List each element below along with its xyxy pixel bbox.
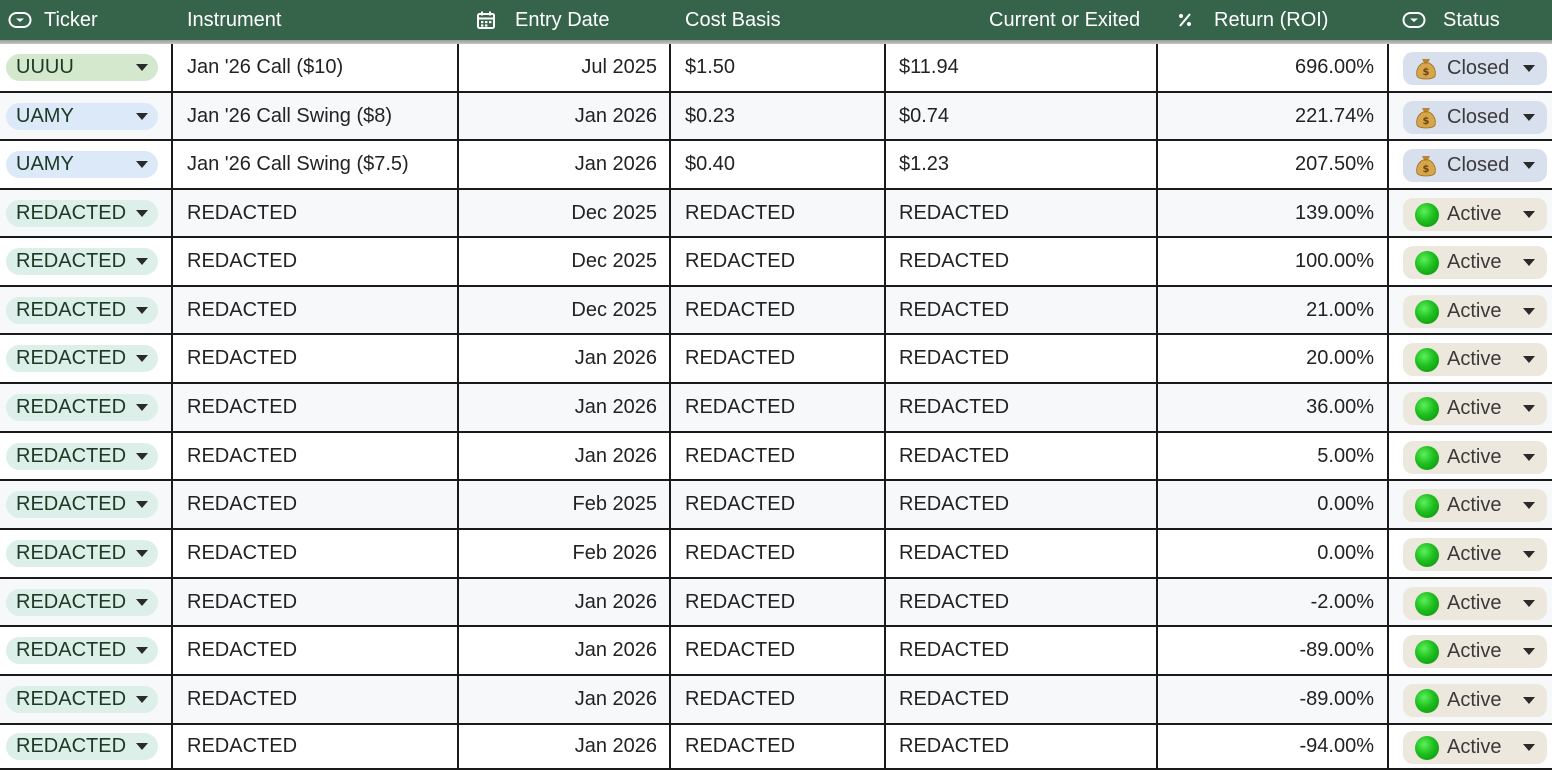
cost-basis-value: $0.40 bbox=[685, 153, 736, 175]
current-value: $1.23 bbox=[899, 153, 950, 175]
table-row bbox=[0, 93, 1552, 141]
current-value: REDACTED bbox=[899, 688, 1010, 710]
percent-icon bbox=[1176, 11, 1194, 29]
svg-text:$: $ bbox=[1422, 163, 1430, 175]
return-value: 139.00% bbox=[1295, 201, 1374, 224]
cost-basis-value: REDACTED bbox=[685, 347, 796, 369]
ticker-dropdown[interactable] bbox=[6, 54, 158, 81]
cost-basis-cell[interactable] bbox=[685, 335, 795, 382]
chevron-down-icon bbox=[136, 258, 148, 265]
ticker-dropdown[interactable] bbox=[6, 686, 158, 713]
entry-date-value: Feb 2025 bbox=[572, 493, 657, 515]
chevron-down-icon bbox=[1523, 114, 1535, 121]
column-header-cost-basis[interactable] bbox=[685, 0, 781, 40]
column-divider bbox=[669, 44, 671, 770]
status-value: Active bbox=[1447, 300, 1502, 322]
column-divider bbox=[171, 44, 173, 770]
instrument-value: Jan '26 Call Swing ($7.5) bbox=[187, 153, 409, 175]
return-value: -89.00% bbox=[1299, 639, 1374, 661]
status-value: Active bbox=[1447, 543, 1502, 565]
table-row bbox=[0, 433, 1552, 481]
current-cell[interactable] bbox=[899, 579, 1009, 625]
table-row bbox=[0, 287, 1552, 335]
status-dropdown[interactable] bbox=[1403, 101, 1547, 134]
chevron-down-icon bbox=[1523, 65, 1535, 72]
cost-basis-value: REDACTED bbox=[685, 688, 796, 710]
column-divider bbox=[457, 44, 459, 770]
cost-basis-value: REDACTED bbox=[685, 735, 796, 757]
calendar-icon bbox=[476, 10, 496, 30]
return-cell[interactable] bbox=[1158, 238, 1374, 285]
chevron-down-icon bbox=[136, 599, 148, 606]
chevron-down-icon bbox=[1523, 405, 1535, 412]
return-value: 221.74% bbox=[1295, 104, 1374, 127]
svg-text:$: $ bbox=[1422, 66, 1430, 78]
entry-date-value: Jan 2026 bbox=[574, 688, 657, 710]
return-cell[interactable] bbox=[1158, 141, 1374, 188]
column-header-label: Entry Date bbox=[515, 8, 610, 31]
green-circle-icon bbox=[1415, 348, 1439, 372]
current-cell[interactable] bbox=[899, 433, 1009, 479]
green-circle-icon bbox=[1415, 203, 1439, 227]
table-row bbox=[0, 676, 1552, 725]
cost-basis-cell[interactable] bbox=[685, 384, 795, 431]
cost-basis-value: REDACTED bbox=[685, 250, 796, 272]
entry-date-value: Jan 2026 bbox=[574, 396, 657, 418]
status-dropdown[interactable] bbox=[1403, 731, 1547, 764]
instrument-cell[interactable] bbox=[187, 384, 297, 431]
entry-date-cell[interactable] bbox=[459, 627, 657, 674]
cost-basis-cell[interactable] bbox=[685, 530, 795, 577]
ticker-value: REDACTED bbox=[16, 688, 127, 710]
chevron-down-icon bbox=[1523, 648, 1535, 655]
cost-basis-cell[interactable] bbox=[685, 725, 795, 768]
chevron-down-icon bbox=[1523, 308, 1535, 315]
entry-date-cell[interactable] bbox=[459, 44, 657, 91]
instrument-value: REDACTED bbox=[187, 201, 298, 224]
return-value: 696.00% bbox=[1295, 56, 1374, 78]
instrument-cell[interactable] bbox=[187, 676, 297, 723]
current-cell[interactable] bbox=[899, 481, 1009, 528]
ticker-dropdown[interactable] bbox=[6, 540, 158, 567]
current-cell[interactable] bbox=[899, 676, 1009, 723]
entry-date-value: Jan 2026 bbox=[574, 153, 657, 175]
entry-date-cell[interactable] bbox=[459, 287, 657, 333]
chevron-down-icon bbox=[1523, 356, 1535, 363]
chevron-down-icon bbox=[136, 113, 148, 120]
chevron-down-icon bbox=[136, 64, 148, 71]
current-value: REDACTED bbox=[899, 444, 1010, 467]
ticker-dropdown[interactable] bbox=[6, 589, 158, 616]
cost-basis-value: REDACTED bbox=[685, 396, 796, 418]
return-cell[interactable] bbox=[1158, 287, 1374, 333]
table-header bbox=[0, 0, 1552, 40]
current-value: REDACTED bbox=[899, 590, 1010, 613]
current-value: REDACTED bbox=[899, 298, 1010, 321]
ticker-dropdown[interactable] bbox=[6, 297, 158, 324]
chevron-down-icon bbox=[1523, 551, 1535, 558]
current-value: REDACTED bbox=[899, 347, 1010, 369]
column-header-instrument[interactable] bbox=[187, 0, 281, 40]
status-dropdown[interactable] bbox=[1403, 343, 1547, 376]
instrument-value: Jan '26 Call Swing ($8) bbox=[187, 104, 393, 127]
cost-basis-cell[interactable] bbox=[685, 676, 795, 723]
cost-basis-value: REDACTED bbox=[685, 493, 796, 515]
entry-date-value: Jan 2026 bbox=[574, 104, 657, 127]
chevron-down-icon bbox=[136, 355, 148, 362]
return-cell[interactable] bbox=[1158, 190, 1374, 236]
column-header-label: Ticker bbox=[44, 8, 98, 31]
entry-date-cell[interactable] bbox=[459, 384, 657, 431]
table-row bbox=[0, 190, 1552, 238]
entry-date-value: Jan 2026 bbox=[574, 347, 657, 369]
ticker-dropdown[interactable] bbox=[6, 443, 158, 470]
entry-date-cell[interactable] bbox=[459, 676, 657, 723]
instrument-cell[interactable] bbox=[187, 141, 409, 188]
status-value: Active bbox=[1447, 736, 1502, 758]
entry-date-value: Jan 2026 bbox=[574, 735, 657, 757]
status-value: Closed bbox=[1447, 57, 1510, 79]
ticker-value: REDACTED bbox=[16, 250, 127, 272]
ticker-value: REDACTED bbox=[16, 396, 127, 418]
entry-date-cell[interactable] bbox=[459, 93, 657, 139]
ticker-value: REDACTED bbox=[16, 493, 127, 515]
green-circle-icon bbox=[1415, 494, 1439, 518]
status-dropdown[interactable] bbox=[1403, 392, 1547, 425]
instrument-value: REDACTED bbox=[187, 590, 298, 613]
return-value: 207.50% bbox=[1295, 153, 1374, 175]
return-value: -89.00% bbox=[1299, 688, 1374, 710]
cost-basis-cell[interactable] bbox=[685, 579, 795, 625]
ticker-value: UAMY bbox=[16, 105, 74, 127]
ticker-value: REDACTED bbox=[16, 591, 127, 613]
entry-date-cell[interactable] bbox=[459, 481, 657, 528]
entry-date-value: Jan 2026 bbox=[574, 639, 657, 661]
entry-date-value: Jul 2025 bbox=[581, 56, 657, 78]
current-value: REDACTED bbox=[899, 542, 1010, 564]
cost-basis-value: REDACTED bbox=[685, 201, 796, 224]
current-cell[interactable] bbox=[899, 44, 959, 91]
chevron-down-icon bbox=[1523, 600, 1535, 607]
return-value: -94.00% bbox=[1299, 735, 1374, 757]
ticker-value: REDACTED bbox=[16, 202, 127, 224]
current-cell[interactable] bbox=[899, 335, 1009, 382]
ticker-value: REDACTED bbox=[16, 542, 127, 564]
current-value: REDACTED bbox=[899, 250, 1010, 272]
table-row bbox=[0, 579, 1552, 627]
current-cell[interactable] bbox=[899, 238, 1009, 285]
table-row bbox=[0, 725, 1552, 770]
ticker-dropdown[interactable] bbox=[6, 248, 158, 275]
instrument-cell[interactable] bbox=[187, 287, 297, 333]
table-row bbox=[0, 44, 1552, 93]
return-cell[interactable] bbox=[1158, 481, 1374, 528]
ticker-value: UUUU bbox=[16, 56, 74, 78]
column-divider bbox=[1387, 44, 1389, 770]
current-value: $11.94 bbox=[899, 56, 959, 78]
chevron-down-icon bbox=[136, 404, 148, 411]
current-cell[interactable] bbox=[899, 627, 1009, 674]
green-circle-icon bbox=[1415, 736, 1439, 760]
return-cell[interactable] bbox=[1158, 530, 1374, 577]
return-value: 0.00% bbox=[1317, 493, 1374, 515]
chevron-down-icon bbox=[136, 743, 148, 750]
chevron-down-icon bbox=[136, 501, 148, 508]
entry-date-value: Jan 2026 bbox=[574, 444, 657, 467]
chevron-down-icon bbox=[1523, 211, 1535, 218]
return-value: -2.00% bbox=[1310, 590, 1374, 613]
status-dropdown[interactable] bbox=[1403, 684, 1547, 717]
instrument-value: REDACTED bbox=[187, 542, 298, 564]
status-value: Active bbox=[1447, 689, 1502, 711]
chevron-down-icon bbox=[136, 161, 148, 168]
cost-basis-cell[interactable] bbox=[685, 141, 735, 188]
current-cell[interactable] bbox=[899, 725, 1009, 768]
green-circle-icon bbox=[1415, 397, 1439, 421]
svg-text:$: $ bbox=[1422, 115, 1430, 127]
return-cell[interactable] bbox=[1158, 627, 1374, 674]
ticker-value: REDACTED bbox=[16, 445, 127, 467]
cost-basis-value: REDACTED bbox=[685, 444, 796, 467]
instrument-cell[interactable] bbox=[187, 627, 297, 674]
current-cell[interactable] bbox=[899, 93, 949, 139]
status-value: Active bbox=[1447, 494, 1502, 516]
cost-basis-cell[interactable] bbox=[685, 238, 795, 285]
table-row bbox=[0, 384, 1552, 433]
chevron-down-icon bbox=[136, 647, 148, 654]
table-row bbox=[0, 627, 1552, 676]
column-header-entry-date[interactable] bbox=[476, 0, 609, 40]
current-cell[interactable] bbox=[899, 530, 1009, 577]
current-value: REDACTED bbox=[899, 493, 1010, 515]
cost-basis-cell[interactable] bbox=[685, 627, 795, 674]
column-header-label: Return (ROI) bbox=[1214, 8, 1329, 31]
instrument-cell[interactable] bbox=[187, 530, 297, 577]
instrument-value: REDACTED bbox=[187, 493, 298, 515]
ticker-dropdown[interactable] bbox=[6, 345, 158, 372]
cost-basis-cell[interactable] bbox=[685, 433, 795, 479]
instrument-cell[interactable] bbox=[187, 93, 392, 139]
status-value: Active bbox=[1447, 446, 1502, 468]
status-value: Active bbox=[1447, 251, 1502, 273]
return-cell[interactable] bbox=[1158, 579, 1374, 625]
green-circle-icon bbox=[1415, 543, 1439, 567]
current-cell[interactable] bbox=[899, 287, 1009, 333]
return-value: 0.00% bbox=[1317, 542, 1374, 564]
cost-basis-value: REDACTED bbox=[685, 590, 796, 613]
entry-date-cell[interactable] bbox=[459, 335, 657, 382]
current-value: REDACTED bbox=[899, 201, 1010, 224]
status-dropdown[interactable] bbox=[1403, 635, 1547, 668]
entry-date-cell[interactable] bbox=[459, 579, 657, 625]
cost-basis-cell[interactable] bbox=[685, 190, 795, 236]
chevron-down-icon bbox=[1523, 502, 1535, 509]
status-dropdown[interactable] bbox=[1403, 198, 1547, 231]
entry-date-cell[interactable] bbox=[459, 238, 657, 285]
status-dropdown[interactable] bbox=[1403, 52, 1547, 85]
instrument-value: REDACTED bbox=[187, 396, 298, 418]
entry-date-value: Dec 2025 bbox=[571, 201, 657, 224]
current-value: REDACTED bbox=[899, 639, 1010, 661]
ticker-value: REDACTED bbox=[16, 347, 127, 369]
chevron-down-icon bbox=[1523, 162, 1535, 169]
cost-basis-value: REDACTED bbox=[685, 542, 796, 564]
status-dropdown[interactable] bbox=[1403, 587, 1547, 620]
instrument-cell[interactable] bbox=[187, 44, 343, 91]
current-cell[interactable] bbox=[899, 190, 1009, 236]
instrument-value: REDACTED bbox=[187, 298, 298, 321]
green-circle-icon bbox=[1415, 446, 1439, 470]
status-value: Active bbox=[1447, 348, 1502, 370]
instrument-value: REDACTED bbox=[187, 639, 298, 661]
current-cell[interactable] bbox=[899, 384, 1009, 431]
instrument-value: REDACTED bbox=[187, 688, 298, 710]
ticker-value: REDACTED bbox=[16, 299, 127, 321]
return-cell[interactable] bbox=[1158, 335, 1374, 382]
chevron-down-icon bbox=[1523, 454, 1535, 461]
instrument-cell[interactable] bbox=[187, 725, 297, 768]
entry-date-cell[interactable] bbox=[459, 725, 657, 768]
ticker-dropdown[interactable] bbox=[6, 151, 158, 178]
column-header-label: Current or Exited bbox=[989, 8, 1141, 31]
table-row bbox=[0, 481, 1552, 530]
current-value: REDACTED bbox=[899, 396, 1010, 418]
status-dropdown[interactable] bbox=[1403, 441, 1547, 474]
cost-basis-cell[interactable] bbox=[685, 287, 795, 333]
column-header-current[interactable] bbox=[989, 0, 1140, 40]
instrument-value: REDACTED bbox=[187, 735, 298, 757]
entry-date-cell[interactable] bbox=[459, 433, 657, 479]
return-cell[interactable] bbox=[1158, 93, 1374, 139]
instrument-cell[interactable] bbox=[187, 335, 297, 382]
entry-date-value: Dec 2025 bbox=[571, 250, 657, 272]
return-value: 5.00% bbox=[1317, 444, 1374, 467]
instrument-cell[interactable] bbox=[187, 433, 297, 479]
column-header-label: Status bbox=[1443, 8, 1500, 31]
table-row bbox=[0, 141, 1552, 190]
status-value: Closed bbox=[1447, 154, 1510, 176]
entry-date-cell[interactable] bbox=[459, 190, 657, 236]
cost-basis-value: REDACTED bbox=[685, 639, 796, 661]
column-header-return[interactable] bbox=[1176, 0, 1328, 40]
chevron-down-icon bbox=[136, 307, 148, 314]
ticker-value: UAMY bbox=[16, 153, 74, 175]
status-value: Active bbox=[1447, 640, 1502, 662]
column-header-label: Instrument bbox=[187, 8, 282, 31]
status-value: Active bbox=[1447, 397, 1502, 419]
table-row bbox=[0, 335, 1552, 384]
chevron-down-icon bbox=[136, 453, 148, 460]
status-dropdown[interactable] bbox=[1403, 149, 1547, 182]
return-cell[interactable] bbox=[1158, 384, 1374, 431]
ticker-dropdown[interactable] bbox=[6, 733, 158, 760]
instrument-cell[interactable] bbox=[187, 238, 297, 285]
status-value: Closed bbox=[1447, 106, 1510, 128]
instrument-value: Jan '26 Call ($10) bbox=[187, 56, 344, 78]
ticker-dropdown[interactable] bbox=[6, 394, 158, 421]
chevron-down-icon bbox=[1523, 744, 1535, 751]
green-circle-icon bbox=[1415, 592, 1439, 616]
current-value: $0.74 bbox=[899, 104, 950, 127]
cost-basis-cell[interactable] bbox=[685, 93, 735, 139]
green-circle-icon bbox=[1415, 689, 1439, 713]
chevron-down-icon bbox=[1523, 259, 1535, 266]
entry-date-value: Dec 2025 bbox=[571, 298, 657, 321]
cost-basis-value: REDACTED bbox=[685, 298, 796, 321]
column-divider bbox=[1156, 44, 1158, 770]
return-value: 36.00% bbox=[1306, 396, 1374, 418]
return-cell[interactable] bbox=[1158, 433, 1374, 479]
instrument-cell[interactable] bbox=[187, 190, 297, 236]
cost-basis-cell[interactable] bbox=[685, 44, 735, 91]
chevron-down-icon bbox=[136, 550, 148, 557]
green-circle-icon bbox=[1415, 300, 1439, 324]
instrument-cell[interactable] bbox=[187, 579, 297, 625]
return-value: 100.00% bbox=[1295, 250, 1374, 272]
entry-date-cell[interactable] bbox=[459, 141, 657, 188]
instrument-value: REDACTED bbox=[187, 444, 298, 467]
ticker-value: REDACTED bbox=[16, 639, 127, 661]
cost-basis-value: $1.50 bbox=[685, 56, 736, 78]
dropdown-chip-icon bbox=[8, 11, 32, 29]
chevron-down-icon bbox=[136, 210, 148, 217]
money-bag-icon bbox=[1415, 154, 1437, 178]
table-row bbox=[0, 238, 1552, 287]
status-value: Active bbox=[1447, 592, 1502, 614]
ticker-dropdown[interactable] bbox=[6, 637, 158, 664]
return-value: 20.00% bbox=[1306, 347, 1374, 369]
instrument-value: REDACTED bbox=[187, 250, 298, 272]
table-row bbox=[0, 530, 1552, 579]
cost-basis-value: $0.23 bbox=[685, 104, 736, 127]
status-dropdown[interactable] bbox=[1403, 246, 1547, 279]
entry-date-cell[interactable] bbox=[459, 530, 657, 577]
status-dropdown[interactable] bbox=[1403, 489, 1547, 522]
current-cell[interactable] bbox=[899, 141, 949, 188]
instrument-value: REDACTED bbox=[187, 347, 298, 369]
cost-basis-cell[interactable] bbox=[685, 481, 795, 528]
return-cell[interactable] bbox=[1158, 44, 1374, 91]
return-cell[interactable] bbox=[1158, 676, 1374, 723]
instrument-cell[interactable] bbox=[187, 481, 297, 528]
ticker-dropdown[interactable] bbox=[6, 491, 158, 518]
chevron-down-icon bbox=[136, 696, 148, 703]
green-circle-icon bbox=[1415, 640, 1439, 664]
return-value: 21.00% bbox=[1306, 298, 1374, 321]
money-bag-icon bbox=[1415, 57, 1437, 81]
entry-date-value: Jan 2026 bbox=[574, 590, 657, 613]
chevron-down-icon bbox=[1523, 697, 1535, 704]
column-header-label: Cost Basis bbox=[685, 8, 781, 31]
column-divider bbox=[884, 44, 886, 770]
column-header-ticker[interactable] bbox=[8, 0, 98, 40]
current-value: REDACTED bbox=[899, 735, 1010, 757]
ticker-dropdown[interactable] bbox=[6, 103, 158, 130]
status-dropdown[interactable] bbox=[1403, 538, 1547, 571]
ticker-value: REDACTED bbox=[16, 735, 127, 757]
money-bag-icon bbox=[1415, 106, 1437, 130]
status-dropdown[interactable] bbox=[1403, 295, 1547, 328]
ticker-dropdown[interactable] bbox=[6, 200, 158, 227]
green-circle-icon bbox=[1415, 251, 1439, 275]
dropdown-chip-icon bbox=[1402, 11, 1426, 29]
column-header-status[interactable] bbox=[1402, 0, 1500, 40]
return-cell[interactable] bbox=[1158, 725, 1374, 768]
entry-date-value: Feb 2026 bbox=[572, 542, 657, 564]
status-value: Active bbox=[1447, 203, 1502, 225]
